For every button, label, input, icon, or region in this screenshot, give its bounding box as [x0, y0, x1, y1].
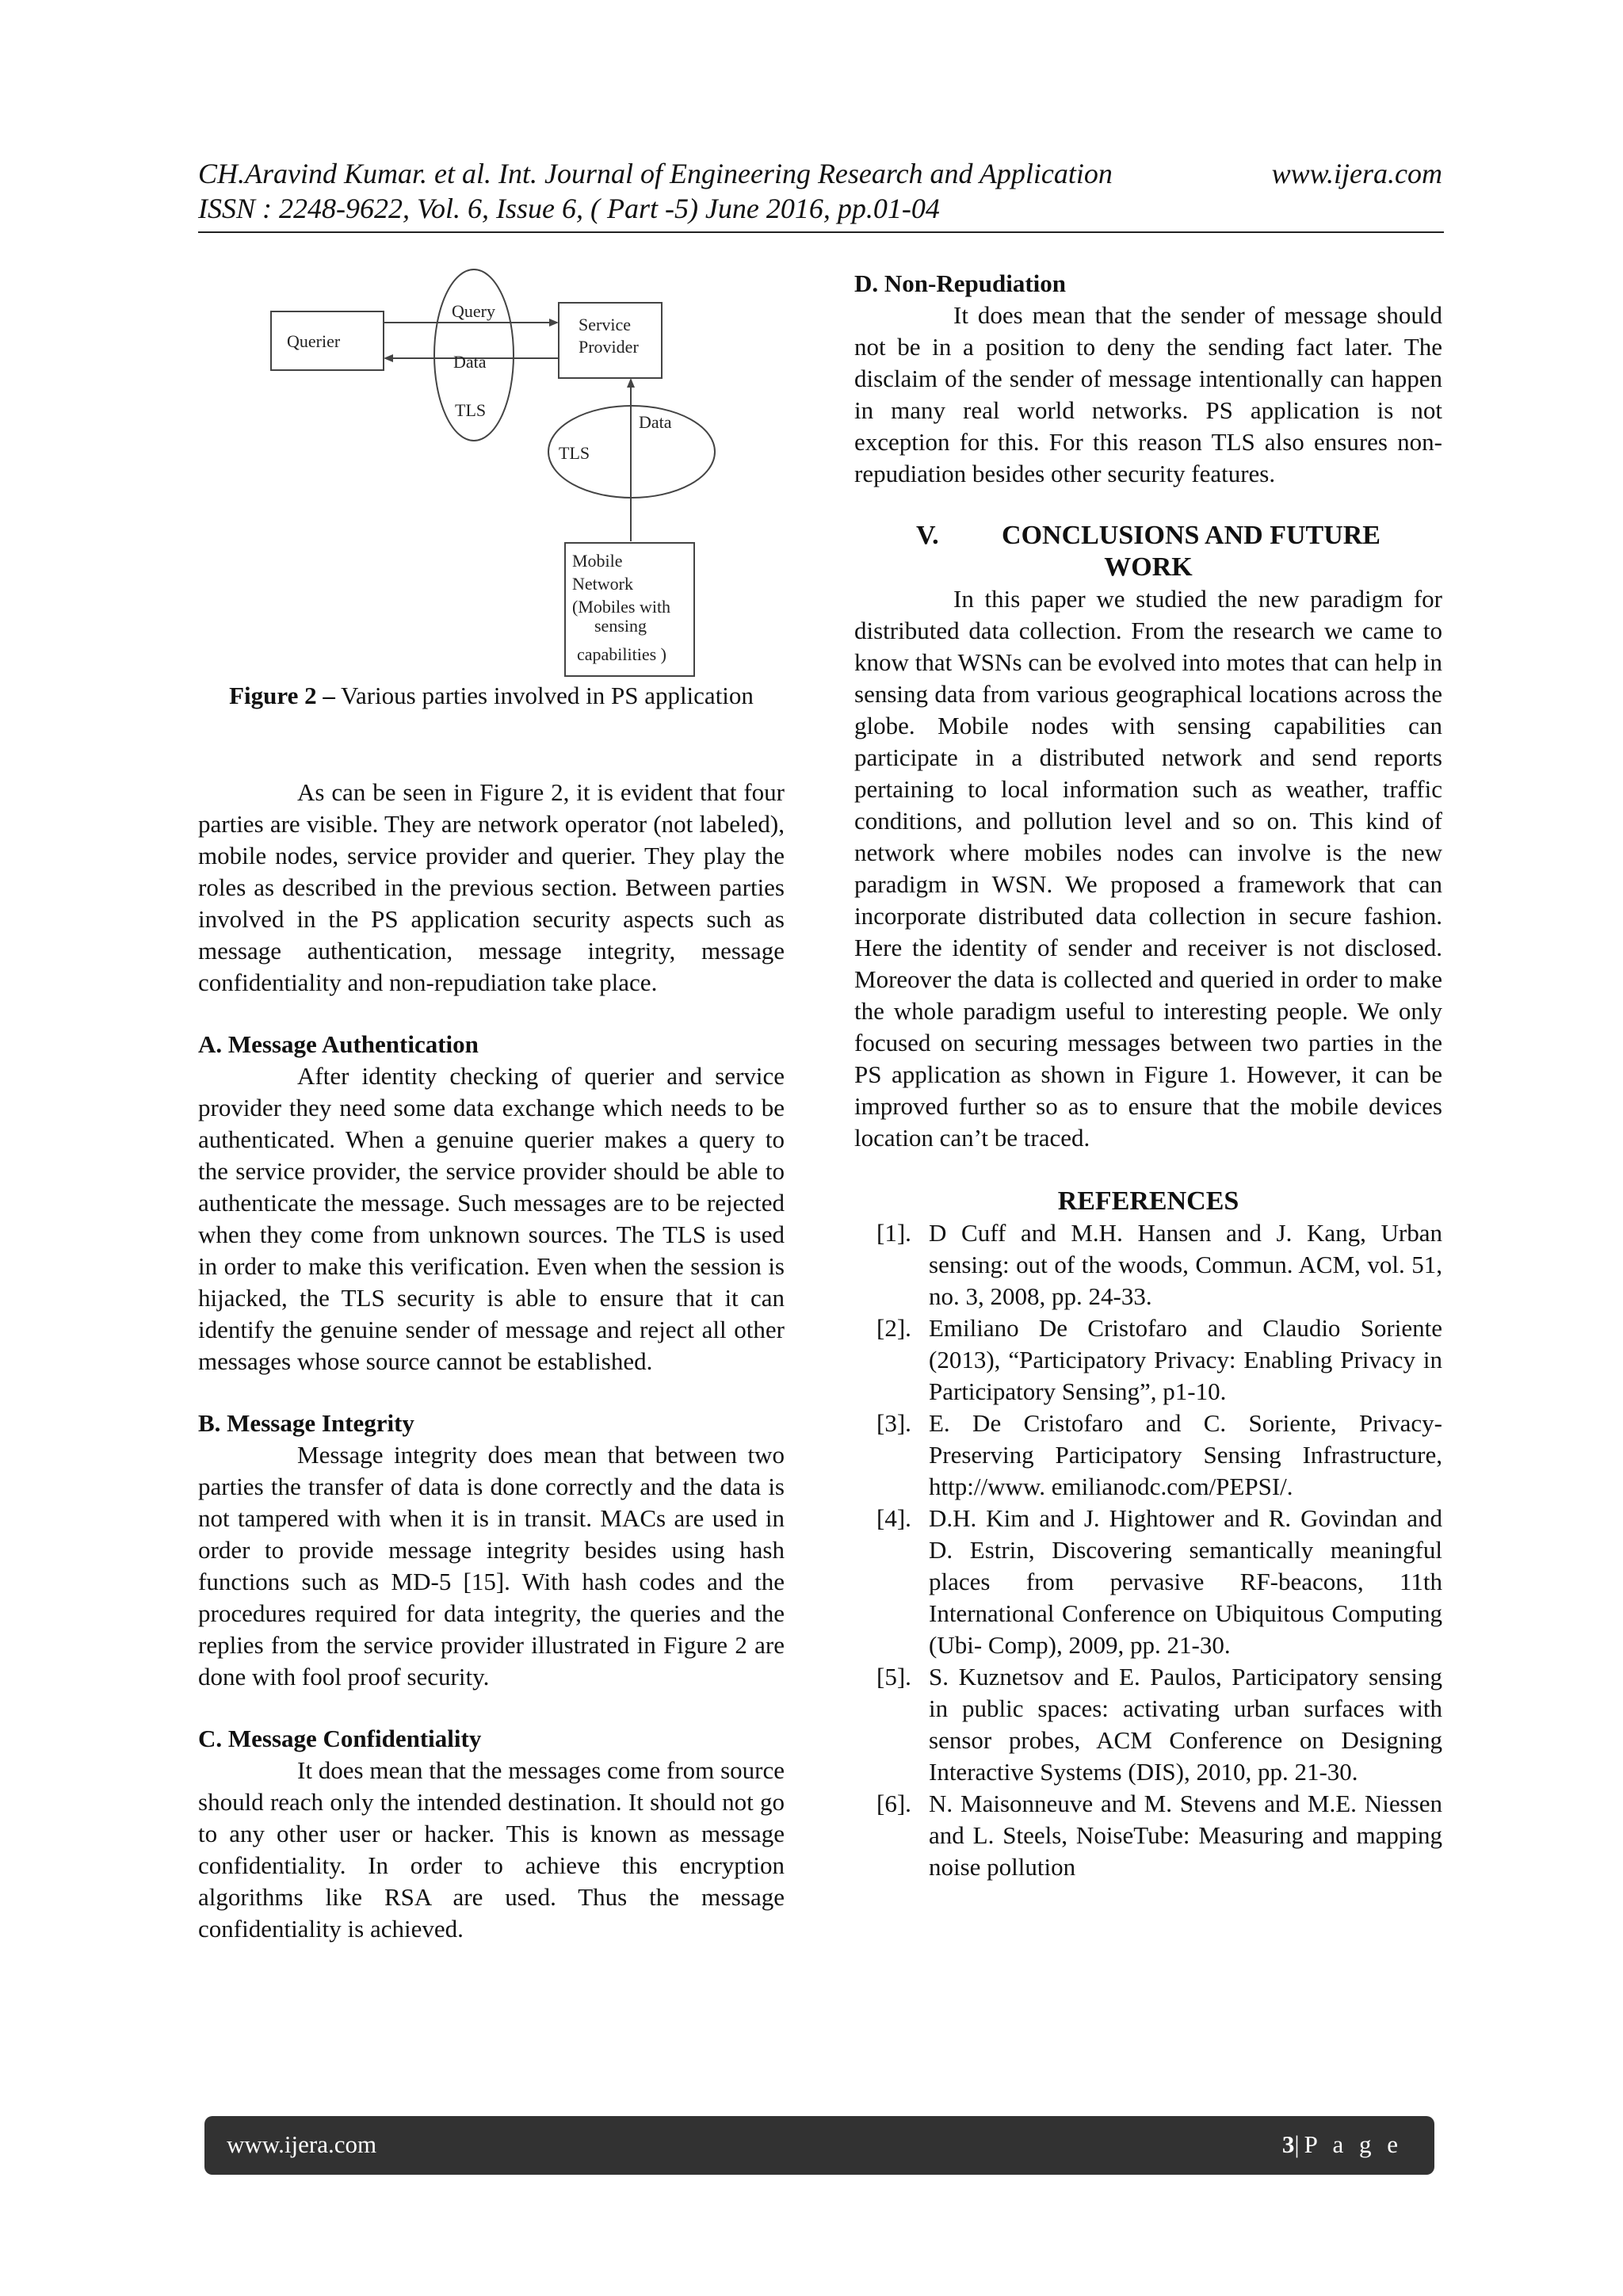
running-header-journal	[198, 156, 1442, 191]
figure-caption	[198, 680, 785, 712]
data-label-bottom: Data	[639, 412, 672, 432]
header-citation: CH.Aravind Kumar. et al. Int. Journal of Engineering Research and Application	[198, 158, 1113, 189]
footer-page-num: 3	[1281, 2130, 1295, 2158]
reference-text: S. Kuznetsov and E. Paulos, Participatory sensing in public spaces: activating urban surfaces with sensor probes, ACM Conference on Designing Interactive Systems (DIS), 2010, pp. 21-30.	[929, 1663, 1442, 1786]
querier-label: Querier	[287, 331, 341, 351]
reference-item	[854, 1503, 1442, 1661]
tls-label-top: TLS	[455, 400, 487, 420]
reference-number: [1].	[876, 1219, 911, 1247]
mobile-label-2: Network	[572, 574, 633, 594]
mobile-label-4: sensing	[594, 616, 647, 636]
reference-text: E. De Cristofaro and C. Soriente, Privacy-Preserving Participatory Sensing Infrastructure, http://www. emilianodc.com/PEPSI/.	[929, 1409, 1442, 1500]
reference-number: [3].	[876, 1409, 911, 1437]
reference-text: Emiliano De Cristofaro and Claudio Soriente (2013), “Participatory Privacy: Enabling Privacy in Participatory Sensing”, p1-10.	[929, 1314, 1442, 1405]
conclusions-heading	[854, 520, 1442, 583]
header-url[interactable]: www.ijera.com	[1271, 158, 1442, 189]
reference-item	[854, 1217, 1442, 1312]
references-heading: REFERENCES	[1057, 1186, 1239, 1216]
service-provider-label-1: Service	[579, 315, 631, 334]
section-b-body: Message integrity does mean that between two parties the transfer of data is done correctly and the data is not tampered with when it is in transit. MACs are used in order to provide message integrity besides using hash functions such as MD-5 [15]. With hash codes and the procedures required for data integrity, the queries and the replies from the service provider illustrated in Figure 2 are done with fool proof security.	[198, 1441, 785, 1690]
service-provider-label-2: Provider	[579, 337, 639, 357]
section-d-body: It does mean that the sender of message should not be in a position to deny the sending fact later. The disclaim of the sender of message intentionally can happen in many real world networks. PS application is not exception for this. For this reason TLS also ensures non-repudiation besides other security features.	[854, 301, 1442, 487]
section-d-heading: D. Non-Repudiation	[854, 269, 1066, 297]
footer-page-number	[1282, 2130, 1403, 2159]
figure-2-diagram	[198, 262, 785, 682]
figure-caption-label: Figure 2 –	[229, 682, 335, 709]
section-a-body: After identity checking of querier and service provider they need some data exchange which needs to be authenticated. When a genuine querier makes a query to the service provider, the service provider should be able to authenticate the message. Such messages are to be rejected when they come from unknown sources. The TLS is used in order to make this verification. Even when the session is hijacked, the TLS security is able to ensure that it can identify the genuine sender of message and reject all other messages whose source cannot be established.	[198, 1062, 785, 1375]
reference-item	[854, 1661, 1442, 1788]
left-column	[198, 777, 785, 1945]
reference-item	[854, 1312, 1442, 1408]
conclusions-number: V.	[916, 521, 939, 550]
query-arrowhead	[549, 319, 559, 327]
mobile-label-1: Mobile	[572, 551, 623, 571]
header-issn: ISSN : 2248-9622, Vol. 6, Issue 6, ( Part -5) June 2016, pp.01-04	[198, 193, 940, 224]
figure-caption-text: Various parties involved in PS application	[334, 682, 754, 709]
conclusions-title-2: WORK	[1104, 552, 1193, 582]
conclusions-body: In this paper we studied the new paradigm for distributed data collection. From the research we came to know that WSNs can be evolved into motes that can help in sensing data from various geographical locations across the globe. Mobile nodes with sensing capabilities can participate in a distributed network and send reports pertaining to local information such as weather, traffic conditions, and pollution level and so on. This kind of network where mobiles nodes can involve is the new paradigm in WSN. We proposed a framework that can incorporate distributed data collection in secure fashion. Here the identity of sender and receiver is not disclosed. Moreover the data is collected and queried in order to make the whole paradigm useful to interesting people. We only focused on securing messages between two parties in the PS application as shown in Figure 1. However, it can be improved further so as to ensure that the mobile devices location can’t be traced.	[854, 585, 1442, 1152]
reference-item	[854, 1408, 1442, 1503]
reference-item	[854, 1788, 1442, 1883]
mobile-data-arrowhead	[627, 378, 635, 388]
tls-label-bottom: TLS	[559, 443, 590, 463]
data-arrowhead	[384, 354, 393, 362]
reference-number: [5].	[876, 1663, 911, 1690]
reference-text: D.H. Kim and J. Hightower and R. Govindan and D. Estrin, Discovering semantically meaningful places from pervasive RF-beacons, 11th International Conference on Ubiquitous Computing (Ubi- Comp), 2009, pp. 21-30.	[929, 1504, 1442, 1659]
footer-url[interactable]: www.ijera.com	[227, 2130, 377, 2158]
section-c-heading: C. Message Confidentiality	[198, 1725, 482, 1752]
reference-text: N. Maisonneuve and M. Stevens and M.E. Niessen and L. Steels, NoiseTube: Measuring and mapping noise pollution	[929, 1790, 1442, 1881]
reference-number: [4].	[876, 1504, 911, 1532]
section-a-heading: A. Message Authentication	[198, 1030, 479, 1058]
footer-page-label: |P a g e	[1294, 2130, 1403, 2158]
section-c-body: It does mean that the messages come from source should reach only the intended destination. It should not go to any other user or hacker. This is known as message confidentiality. In order to achieve this encryption algorithms like RSA are used. Thus the message confidentiality is achieved.	[198, 1756, 785, 1943]
data-label-top: Data	[453, 352, 487, 372]
header-rule	[198, 231, 1444, 233]
mobile-label-5: capabilities )	[577, 644, 667, 664]
references-list	[854, 1217, 1442, 1883]
intro-paragraph: As can be seen in Figure 2, it is evident that four parties are visible. They are network operator (not labeled), mobile nodes, service provider and querier. They play the roles as described in the previous section. Between parties involved in the PS application security aspects such as message authentication, message integrity, message confidentiality and non-repudiation take place.	[198, 778, 785, 996]
reference-number: [6].	[876, 1790, 911, 1817]
reference-number: [2].	[876, 1314, 911, 1342]
section-b-heading: B. Message Integrity	[198, 1409, 414, 1437]
mobile-label-3: (Mobiles with	[572, 597, 671, 617]
page-footer	[204, 2116, 1434, 2175]
reference-text: D Cuff and M.H. Hansen and J. Kang, Urban sensing: out of the woods, Commun. ACM, vol. 51, no. 3, 2008, pp. 24-33.	[929, 1219, 1442, 1310]
right-column	[854, 268, 1442, 1883]
conclusions-title-1: CONCLUSIONS AND FUTURE	[1002, 521, 1381, 550]
query-label: Query	[452, 301, 495, 321]
